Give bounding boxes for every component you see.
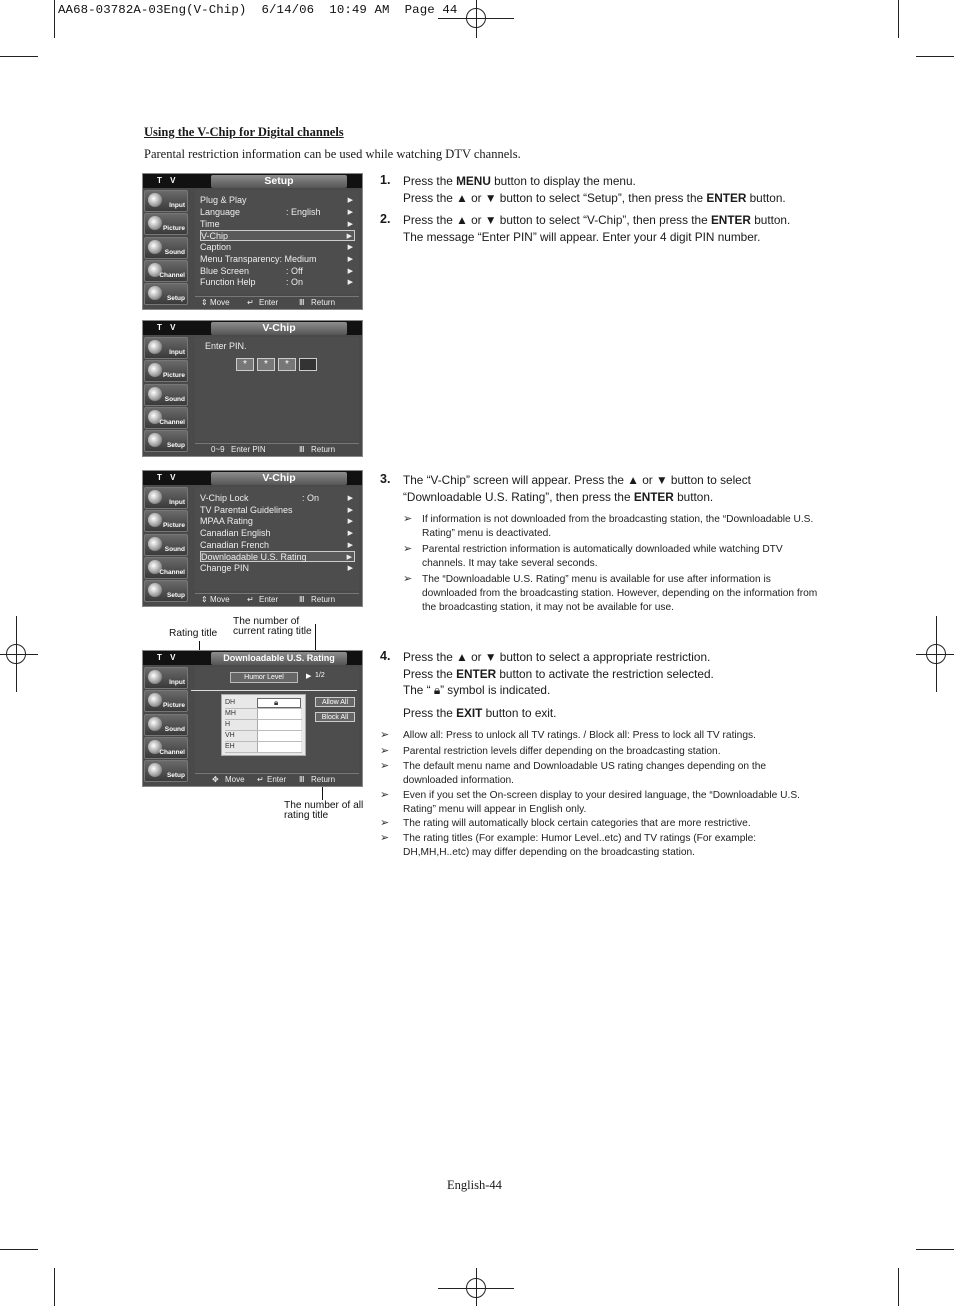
note: Allow all: Press to unlock all TV ratings. / Block all: Press to lock all TV ratings. bbox=[403, 730, 756, 741]
menu-item-canadian-french[interactable]: Canadian French ▶ bbox=[200, 540, 353, 550]
crop-mark bbox=[916, 1249, 954, 1250]
side-item-picture[interactable]: Picture bbox=[144, 510, 188, 532]
side-item-setup[interactable]: Setup bbox=[144, 760, 188, 782]
crop-mark bbox=[916, 56, 954, 57]
note-arrow-icon: ➢ bbox=[380, 745, 390, 757]
menu-item-transparency[interactable]: Menu Transparency: Medium ▶ bbox=[200, 254, 353, 264]
side-item-sound[interactable]: Sound bbox=[144, 534, 188, 556]
enter-icon: ↵ bbox=[257, 775, 264, 784]
note-arrow-icon: ➢ bbox=[380, 729, 390, 741]
step-text: Press the ▲ or ▼ button to select a appropriate restriction. Press the ENTER button to activate the restriction selected. The “ 🔒︎” symbol is indicated. bbox=[403, 650, 714, 697]
note: If information is not downloaded from the broadcasting station, the “Downloadable U.S. Rating” menu is deactivated. bbox=[422, 514, 814, 539]
right-arrow-icon: ▶ bbox=[347, 530, 353, 537]
move-icon: ✥ bbox=[212, 775, 219, 784]
menu-item-v-chip-lock[interactable]: V-Chip Lock : On ▶ bbox=[200, 493, 353, 503]
registration-mark bbox=[438, 1288, 514, 1289]
side-item-sound[interactable]: Sound bbox=[144, 237, 188, 259]
picture-icon bbox=[148, 363, 162, 377]
side-item-input[interactable]: Input bbox=[144, 667, 188, 689]
side-item-sound[interactable]: Sound bbox=[144, 714, 188, 736]
right-arrow-icon: ▶ bbox=[347, 209, 353, 216]
osd-footer: 0~9 Enter PIN Ⅲ Return bbox=[195, 443, 359, 455]
right-arrow-icon: ▶ bbox=[347, 256, 353, 263]
side-item-channel[interactable]: Channel bbox=[144, 737, 188, 759]
right-arrow-icon: ▶ bbox=[347, 197, 353, 204]
rating-row[interactable]: EH bbox=[225, 742, 302, 753]
rating-row[interactable]: DH 🔒︎ bbox=[225, 698, 302, 709]
move-icon: ⇕ bbox=[201, 595, 208, 604]
step-text: Press the ▲ or ▼ button to select “V-Chip”, then press the ENTER button. The message “Enter PIN” will appear. Enter your 4 digit PIN number. bbox=[403, 213, 791, 244]
menu-item-plug-play[interactable]: Plug & Play ▶ bbox=[200, 195, 353, 205]
note-arrow-icon: ➢ bbox=[403, 573, 413, 585]
osd-vchip-screen bbox=[142, 470, 363, 607]
osd-setup-screen bbox=[142, 173, 363, 310]
osd-top-bar bbox=[143, 651, 362, 665]
menu-item-v-chip[interactable]: V-Chip ▶ bbox=[200, 230, 355, 241]
step-text: Press the EXIT button to exit. bbox=[403, 706, 557, 720]
setup-icon bbox=[148, 583, 162, 597]
menu-item-mpaa[interactable]: MPAA Rating ▶ bbox=[200, 516, 353, 526]
tv-label: T V bbox=[157, 473, 179, 482]
osd-menu-body bbox=[195, 337, 359, 441]
osd-pin-screen bbox=[142, 320, 363, 457]
step-number: 4. bbox=[380, 649, 391, 663]
side-item-input[interactable]: Input bbox=[144, 190, 188, 212]
picture-icon bbox=[148, 693, 162, 707]
osd-top-bar bbox=[143, 471, 362, 485]
menu-item-caption[interactable]: Caption ▶ bbox=[200, 242, 353, 252]
side-item-channel[interactable]: Channel bbox=[144, 407, 188, 429]
note: Parental restriction information is automatically downloaded while watching DTV channels. It may take several seconds. bbox=[422, 544, 783, 569]
crop-mark bbox=[0, 56, 38, 57]
side-item-input[interactable]: Input bbox=[144, 337, 188, 359]
osd-footer: ✥ Move ↵ Enter Ⅲ Return bbox=[195, 773, 359, 785]
right-arrow-icon: ▶ bbox=[347, 495, 353, 502]
page-number: English-44 bbox=[447, 1178, 502, 1192]
pin-digit[interactable]: * bbox=[236, 358, 254, 371]
side-item-sound[interactable]: Sound bbox=[144, 384, 188, 406]
input-icon bbox=[148, 193, 162, 207]
right-arrow-icon: ▶ bbox=[347, 565, 353, 572]
osd-title: Downloadable U.S. Rating bbox=[211, 652, 347, 665]
setup-icon bbox=[148, 433, 162, 447]
enter-icon: ↵ bbox=[247, 298, 254, 307]
input-icon bbox=[148, 670, 162, 684]
right-arrow-icon: ▶ bbox=[347, 221, 353, 228]
sound-icon bbox=[148, 240, 162, 254]
osd-sidebar bbox=[144, 190, 188, 306]
section-title: Using the V-Chip for Digital channels bbox=[144, 125, 344, 139]
side-item-channel[interactable]: Channel bbox=[144, 557, 188, 579]
sound-icon bbox=[148, 717, 162, 731]
side-item-picture[interactable]: Picture bbox=[144, 360, 188, 382]
side-item-input[interactable]: Input bbox=[144, 487, 188, 509]
allow-all-button[interactable]: Allow All bbox=[315, 697, 355, 707]
return-icon: Ⅲ bbox=[299, 775, 305, 784]
registration-mark bbox=[438, 18, 514, 19]
osd-title: Setup bbox=[211, 175, 347, 188]
enter-pin-prompt: Enter PIN. bbox=[205, 341, 247, 351]
menu-item-function-help[interactable]: Function Help : On ▶ bbox=[200, 277, 353, 287]
note: The rating titles (For example: Humor Level..etc) and TV ratings (For example: DH,MH,H..etc) may differ depending on the broadcasting station. bbox=[403, 833, 757, 858]
right-arrow-icon: ▶ bbox=[347, 542, 353, 549]
registration-mark bbox=[0, 654, 38, 655]
registration-mark bbox=[476, 0, 477, 38]
crop-mark bbox=[898, 0, 899, 38]
crop-mark bbox=[0, 1249, 38, 1250]
section-intro: Parental restriction information can be used while watching DTV channels. bbox=[144, 147, 521, 161]
setup-icon bbox=[148, 763, 162, 777]
note-arrow-icon: ➢ bbox=[380, 760, 390, 772]
divider bbox=[191, 690, 357, 691]
osd-top-bar bbox=[143, 321, 362, 335]
note-arrow-icon: ➢ bbox=[403, 543, 413, 555]
input-icon bbox=[148, 340, 162, 354]
menu-item-tv-guidelines[interactable]: TV Parental Guidelines ▶ bbox=[200, 505, 353, 515]
right-arrow-icon: ▶ bbox=[346, 233, 352, 240]
side-item-channel[interactable]: Channel bbox=[144, 260, 188, 282]
right-arrow-icon[interactable]: ▶ bbox=[306, 673, 312, 680]
picture-icon bbox=[148, 216, 162, 230]
rating-row[interactable]: VH bbox=[225, 731, 302, 742]
side-item-picture[interactable]: Picture bbox=[144, 690, 188, 712]
menu-item-language[interactable]: Language : English ▶ bbox=[200, 207, 353, 217]
move-icon: ⇕ bbox=[201, 298, 208, 307]
callout-current-number: The number of current rating title bbox=[233, 616, 312, 637]
step-text: Press the MENU button to display the menu. Press the ▲ or ▼ button to select “Setup”, then press the ENTER button. bbox=[403, 174, 786, 205]
side-item-picture[interactable]: Picture bbox=[144, 213, 188, 235]
note: Even if you set the On-screen display to your desired language, the “Downloadable U.S. Rating” menu will appear in English only. bbox=[403, 790, 800, 815]
crop-mark bbox=[54, 1268, 55, 1306]
lock-icon: 🔒︎ bbox=[433, 683, 441, 697]
note: Parental restriction levels differ depending on the broadcasting station. bbox=[403, 746, 721, 757]
tv-label: T V bbox=[157, 653, 179, 662]
osd-title: V-Chip bbox=[211, 322, 347, 335]
rating-table bbox=[221, 694, 306, 756]
step-text: The “V-Chip” screen will appear. Press the ▲ or ▼ button to select “Downloadable U.S. Rating”, then press the ENTER button. bbox=[403, 473, 751, 504]
menu-item-blue-screen[interactable]: Blue Screen : Off ▶ bbox=[200, 266, 353, 276]
right-arrow-icon: ▶ bbox=[347, 268, 353, 275]
note: The rating will automatically block certain categories that are more restrictive. bbox=[403, 818, 751, 829]
menu-item-time[interactable]: Time ▶ bbox=[200, 219, 353, 229]
pin-digit[interactable] bbox=[299, 358, 317, 371]
registration-mark bbox=[916, 654, 954, 655]
sound-icon bbox=[148, 537, 162, 551]
right-arrow-icon: ▶ bbox=[347, 279, 353, 286]
note-arrow-icon: ➢ bbox=[380, 832, 390, 844]
setup-icon bbox=[148, 286, 162, 300]
note-arrow-icon: ➢ bbox=[403, 513, 413, 525]
callout-all-number: The number of all rating title bbox=[284, 800, 364, 821]
osd-footer: ⇕ Move ↵ Enter Ⅲ Return bbox=[195, 296, 359, 308]
osd-footer: ⇕ Move ↵ Enter Ⅲ Return bbox=[195, 593, 359, 605]
osd-sidebar bbox=[144, 667, 188, 783]
pin-digit[interactable]: * bbox=[257, 358, 275, 371]
note-arrow-icon: ➢ bbox=[380, 789, 390, 801]
step-number: 2. bbox=[380, 212, 391, 226]
step-number: 1. bbox=[380, 173, 391, 187]
rating-row[interactable]: H bbox=[225, 720, 302, 731]
note: The default menu name and Downloadable US rating changes depending on the downloaded information. bbox=[403, 761, 767, 786]
right-arrow-icon: ▶ bbox=[347, 244, 353, 251]
rating-row[interactable]: MH bbox=[225, 709, 302, 720]
step-number: 3. bbox=[380, 472, 391, 486]
tv-label: T V bbox=[157, 176, 179, 185]
side-item-setup[interactable]: Setup bbox=[144, 430, 188, 452]
tv-label: T V bbox=[157, 323, 179, 332]
pin-digit[interactable]: * bbox=[278, 358, 296, 371]
menu-item-change-pin[interactable]: Change PIN ▶ bbox=[200, 563, 353, 573]
right-arrow-icon: ▶ bbox=[347, 518, 353, 525]
osd-sidebar bbox=[144, 337, 188, 453]
input-icon bbox=[148, 490, 162, 504]
osd-top-bar bbox=[143, 174, 362, 188]
note-arrow-icon: ➢ bbox=[380, 817, 390, 829]
osd-menu-body bbox=[195, 487, 359, 591]
registration-mark bbox=[476, 1268, 477, 1306]
menu-item-canadian-english[interactable]: Canadian English ▶ bbox=[200, 528, 353, 538]
block-all-button[interactable]: Block All bbox=[315, 712, 355, 722]
osd-sidebar bbox=[144, 487, 188, 603]
callout-rating-title: Rating title bbox=[169, 628, 218, 639]
side-item-setup[interactable]: Setup bbox=[144, 283, 188, 305]
right-arrow-icon: ▶ bbox=[346, 554, 352, 561]
crop-mark bbox=[898, 1268, 899, 1306]
return-icon: Ⅲ bbox=[299, 445, 305, 454]
lock-icon: 🔒︎ bbox=[274, 698, 279, 707]
osd-menu-body bbox=[195, 190, 359, 294]
menu-item-downloadable-rating[interactable]: Downloadable U.S. Rating ▶ bbox=[200, 551, 355, 562]
crop-mark bbox=[54, 0, 55, 38]
picture-icon bbox=[148, 513, 162, 527]
sound-icon bbox=[148, 387, 162, 401]
side-item-setup[interactable]: Setup bbox=[144, 580, 188, 602]
enter-icon: ↵ bbox=[247, 595, 254, 604]
rating-title-box[interactable]: Humor Level bbox=[230, 672, 298, 683]
print-header: AA68-03782A-03Eng(V-Chip) 6/14/06 10:49 AM Page 44 bbox=[58, 3, 458, 17]
note: The “Downloadable U.S. Rating” menu is available for use after information is downloaded from the broadcasting station. However, depending on the information from the broadcasting station, it may not be available for use. bbox=[422, 574, 818, 613]
return-icon: Ⅲ bbox=[299, 595, 305, 604]
right-arrow-icon: ▶ bbox=[347, 507, 353, 514]
rating-page-counter: 1/2 bbox=[315, 672, 325, 679]
osd-title: V-Chip bbox=[211, 472, 347, 485]
return-icon: Ⅲ bbox=[299, 298, 305, 307]
